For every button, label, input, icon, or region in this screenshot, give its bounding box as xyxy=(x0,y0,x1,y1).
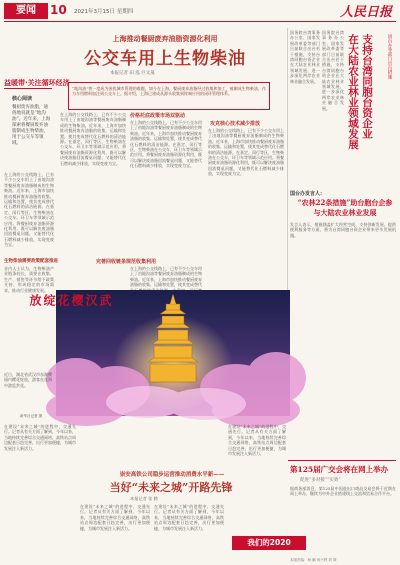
bottom-body-col2: 在建设“未来之城”的进程中，交通先行。记者从有关方面了解到，今年以来，当地持续完善综合交通网络，高铁站点周边配套日趋完善，出行更加便捷，为城市发展注入新活力。 xyxy=(154,504,224,531)
photo-caption-body: 近日，湖北省武汉市东湖樱园内樱花绽放，游客在花海中游览赏花。 xyxy=(4,372,52,388)
sidebar-rule xyxy=(4,88,52,89)
core-reading-text: 餐厨废弃油脂，通俗地说就是“地沟油”。近年来，上海探索将餐厨废弃油脂制成生物柴油，用于公交车等领域。 xyxy=(12,105,51,146)
bottom-right-rule xyxy=(288,460,396,461)
quote-box xyxy=(68,82,270,110)
column-divider xyxy=(287,28,288,290)
right-feature-body-2: 国务院台湾事务办公室、国家发展改革委等部门日前联合出台若干措施，支持台湾同胞台资企业在大陆农业林业领域发展，进一步深化两岸农业林业融合发展。 xyxy=(322,30,344,111)
photo-credit: 新华社记者 摄 xyxy=(20,414,43,418)
photo-illustration xyxy=(56,290,290,416)
bottom-right-body: 据商务部消息，第125届中国进出口商品交易会将于近期在网上举办，继续为中外企业搭建线上交流和贸易合作平台。 xyxy=(290,486,396,497)
page-number: 10 xyxy=(50,3,67,17)
bottom-body-col1: 在建设“未来之城”的进程中，交通先行。记者从有关方面了解到，今年以来，当地持续完善综合交通网络，高铁站点周边配套日趋完善，出行更加便捷，为城市发展注入新活力。 xyxy=(80,504,150,531)
right-vertical-title-1: 支持台湾同胞台资企业 xyxy=(361,34,373,139)
quote-text: “地沟油”曾一度成为困扰城市管理的难题。如今在上海，餐厨废弃油脂经过收集和加工，被制成生物柴油，作为车用燃料加注到公交车上。据介绍，上海已建成从源头收集到终端应用的闭环管理体系。 xyxy=(72,86,266,96)
photo-caption-title: 武汉 樱花绽放 xyxy=(28,294,112,306)
newspaper-logo: 人民日报 xyxy=(339,5,392,20)
section-label: 要闻 xyxy=(4,3,48,19)
right-headline-2: “农林22条措施”助台胞台企参与大陆农业林业发展 xyxy=(297,198,393,217)
column-title: 益暖带·关注循环经济 xyxy=(4,79,70,87)
main-kicker: 上海推动餐厨废弃油脂资源化利用 xyxy=(112,34,218,43)
bottom-kicker: 崇安高铁公司稳步运营推动消费水平新—— xyxy=(119,472,225,478)
sidebar-lower-body: 业内人士认为，生物柴油产业链条较长，需要在收集、生产、销售等环节给予政策支持，形成稳定的市场需求，推动行业健康发展。 xyxy=(4,266,54,293)
header-rule xyxy=(4,21,396,22)
main-body-col2b: 在上海的公交线路上，已有不少公交车用上了由地沟油等餐厨废弃油脂制成的生物柴油。近年来，上海市加快推动餐厨废弃油脂的收集、运输和处置，使其变成替代 xyxy=(130,266,202,288)
issue-date: 2021年3月15日 星期四 xyxy=(74,9,134,15)
right-vertical-title-2: 在大陆农业林业领域发展 xyxy=(347,34,359,150)
main-subhead-1: 价格托底政策市场双驱动 xyxy=(130,113,186,119)
main-byline: 本报记者 田 泓 巨文晟 xyxy=(110,71,155,76)
our-2020-banner: 我们的2020 xyxy=(232,536,306,550)
main-body-col2: 在上海的公交线路上，已有不少公交车用上了由地沟油等餐厨废弃油脂制成的生物柴油。近年来，上海市加快推动餐厨废弃油脂的收集、运输和处置，使其变成替代化石燃料的清洁能源。在嘉定、闵行等区，生物柴油在公交车、环卫车等领域示范应用。将餐厨废弃油脂资源化利用，既可以解决废油脂回流餐桌问题，又能替代化石燃料减少排放，实现变废为宝。 xyxy=(130,120,202,169)
core-reading-title: 核心阅读 xyxy=(12,96,33,102)
sidebar-body: 在上海的公交线路上，已有不少公交车用上了由地沟油等餐厨废弃油脂制成的生物柴油。近年来，上海市加快推动餐厨废弃油脂的收集、运输和处置，使其变成替代化石燃料的清洁能源。在嘉定、闵行等区，生物柴油在公交车、环卫车等领域示范应用。将餐厨废弃油脂资源化利用，既可以解决废油脂回流餐桌问题，又能替代化石燃料减少排放，实现变废为宝。 xyxy=(4,172,54,248)
right-body-2: 发言人表示，措施涵盖扩大经营空间、支持创新发展、提供便利服务等方面，将为台湾同胞台资企业带来更多发展机遇。 xyxy=(290,222,396,238)
right-subtitle: 国台办发言人： xyxy=(290,191,326,197)
bottom-headline: 当好“未来之城”开路先锋 xyxy=(109,481,233,494)
cherry-blossom-photo xyxy=(56,290,290,416)
bottom-right-subtitle: 促进“多对接”“实效” xyxy=(300,478,341,483)
bottom-left-body: 在建设“未来之城”的进程中，交通先行。记者从有关方面了解到，今年以来，当地持续完善综合交通网络，高铁站点周边配套日趋完善，出行更加便捷，为城市发展注入新活力。 xyxy=(4,424,76,451)
right-vertical-kicker: 国台办等部门出台措施 xyxy=(387,34,392,79)
main-body-col1: 在上海的公交线路上，已有不少公交车用上了由地沟油等餐厨废弃油脂制成的生物柴油。近年来，上海市加快推动餐厨废弃油脂的收集、运输和处置，使其变成替代化石燃料的清洁能源。在嘉定、闵行等区，生物柴油在公交车、环卫车等领域示范应用。将餐厨废弃油脂资源化利用，既可以解决废油脂回流餐桌问题，又能替代化石燃料减少排放，实现变废为宝。 xyxy=(60,112,126,166)
bottom-byline: 本报记者 张 腾 xyxy=(130,496,158,501)
page-footer: 本版责编：杨 鹏 何兴利 刘 婧 xyxy=(290,558,337,562)
bottom-right-title: 第125届广交会将在网上举办 xyxy=(290,465,389,474)
main-body-col3: 在上海的公交线路上，已有不少公交车用上了由地沟油等餐厨废弃油脂制成的生物柴油。近年来，上海市加快推动餐厨废弃油脂的收集、运输和处置，使其变成替代化石燃料的清洁能源。在嘉定、闵行等区，生物柴油在公交车、环卫车等领域示范应用。将餐厨废弃油脂资源化利用，既可以解决废油脂回流餐桌问题，又能替代化石燃料减少排放，实现变废为宝。 xyxy=(208,128,284,177)
main-headline: 公交车用上生物柴油 xyxy=(84,49,246,69)
bottom-body-col3: 在建设“未来之城”的进程中，交通先行。记者从有关方面了解到，今年以来，当地持续完善综合交通网络，高铁站点周边配套日趋完善，出行更加便捷，为城市发展注入新活力。 xyxy=(228,424,286,457)
sidebar-lower-title: 生物柴油需要政策配套推进 xyxy=(4,259,58,264)
right-feature-body: 国务院台湾事务办公室、国家发展改革委等部门日前联合出台若干措施，支持台湾同胞台资企业在大陆农业林业领域发展，进一步深化两岸农业林业融合发展。 xyxy=(290,30,320,84)
main-subhead-2: 攻克核心技术减少排放 xyxy=(210,121,261,127)
main-subhead-3: 完善回收链条规范收集利用 xyxy=(96,259,157,265)
